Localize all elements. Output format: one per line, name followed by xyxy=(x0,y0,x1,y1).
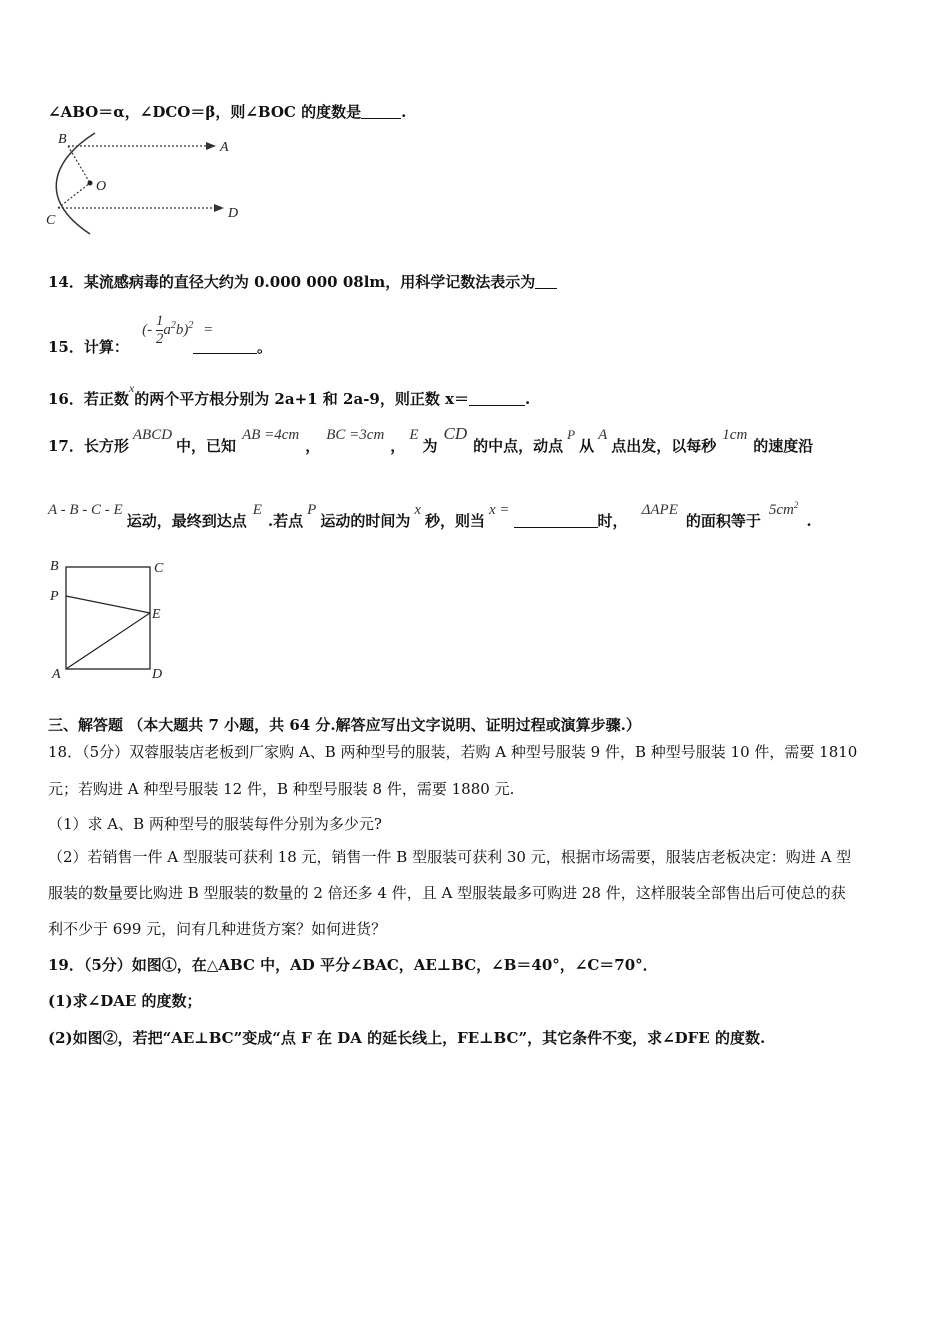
q18-text-4: （2）若销售一件 A 型服装可获利 18 元，销售一件 B 型服装可获利 30 元，根据市场需要，服装店老板决定：购进 A 型 xyxy=(48,848,852,866)
math-triangle-ape: ΔAPE xyxy=(641,502,678,518)
expr-a: a xyxy=(163,321,171,338)
math-p: P xyxy=(567,427,576,442)
expr-b: b) xyxy=(175,321,189,338)
q17-text-g: 从 xyxy=(579,437,595,455)
label-d: D xyxy=(228,206,239,221)
math-abcd: ABCD xyxy=(132,427,173,443)
math-1cm: 1cm xyxy=(722,427,748,443)
q17-text-i: 的速度沿 xyxy=(753,437,814,455)
q18-line1 xyxy=(48,741,857,762)
q19-line1 xyxy=(48,954,658,975)
math-x: x xyxy=(414,502,421,518)
q15-label: 15．计算： xyxy=(48,337,129,356)
q16-mid: 的两个平方根分别为 2a+1 和 2a-9，则正数 x＝ xyxy=(134,390,470,408)
q17-l2-g: . xyxy=(806,512,812,530)
math-e: E xyxy=(409,427,419,443)
q18-text-5: 服装的数量要比购进 B 型服装的数量的 2 倍还多 4 件，且 A 型服装最多可购进 28 件，这样服装全部售出后可使总的获 xyxy=(48,884,846,902)
q13-question xyxy=(48,101,406,122)
q15-end: 。 xyxy=(256,337,272,356)
q18-text-3: （1）求 A、B 两种型号的服装每件分别为多少元? xyxy=(48,815,382,833)
q16-end: . xyxy=(525,390,531,408)
section3-title xyxy=(48,714,641,735)
q14-text: 14．某流感病毒的直径大约为 0.000 000 08lm，用科学记数法表示为 xyxy=(48,273,536,291)
math-ab: AB =4cm xyxy=(242,427,300,443)
q13-end: . xyxy=(401,103,407,121)
expr-paren-open: (- xyxy=(142,321,153,338)
frac-numerator: 1 xyxy=(155,313,164,329)
label-c: C xyxy=(46,213,56,228)
expr-exponent: 2 xyxy=(188,319,194,331)
q17-l2-c: 运动的时间为 xyxy=(320,512,411,530)
q17-text-h: 点出发，以每秒 xyxy=(611,437,717,455)
q17-text-a: 17．长方形 xyxy=(48,437,129,455)
math-path: A - B - C - E xyxy=(48,502,123,518)
math-p2: P xyxy=(307,502,317,518)
q19-text-1: 19．（5分）如图①，在△ABC 中，AD 平分∠BAC，AE⊥BC，∠B＝40°，∠C＝70°． xyxy=(48,956,658,974)
q16-pre: 16．若正数 xyxy=(48,390,129,408)
label-a: A xyxy=(220,140,229,155)
q18-line5 xyxy=(48,882,846,903)
q17-rectangle-figure xyxy=(44,556,174,686)
q18-line3 xyxy=(48,813,382,834)
q13-text: ∠ABO＝α，∠DCO＝β，则∠BOC 的度数是 xyxy=(48,103,362,121)
answer-blank xyxy=(361,104,401,119)
area-exponent: 2 xyxy=(793,500,799,510)
q18-line6 xyxy=(48,918,386,939)
q19-line3 xyxy=(48,1027,765,1048)
segment-co xyxy=(58,183,90,208)
frac-denominator: 2 xyxy=(155,331,164,347)
q19-text-2: (1)求∠DAE 的度数； xyxy=(48,992,202,1010)
expr-equals: = xyxy=(203,321,214,338)
area-value: 5cm xyxy=(768,502,794,518)
math-x-eq: x = xyxy=(489,502,510,518)
segment-pe xyxy=(66,596,150,613)
label-b: B xyxy=(58,132,67,147)
label-p: P xyxy=(50,589,59,604)
answer-blank xyxy=(469,391,525,406)
q16-question xyxy=(48,381,531,409)
math-cd: CD xyxy=(443,424,468,443)
q17-l2-d: 秒，则当 xyxy=(425,512,486,530)
q17-line2 xyxy=(48,500,812,531)
math-a: A xyxy=(598,427,608,443)
segment-ae xyxy=(66,613,150,669)
point-o xyxy=(88,181,93,186)
expr-a-exponent: 2 xyxy=(170,319,176,331)
q19-text-3: (2)如图②，若把“AE⊥BC”变成“点 F 在 DA 的延长线上，FE⊥BC”，其它条件不变，求∠DFE 的度数. xyxy=(48,1029,766,1047)
label-b: B xyxy=(50,559,59,574)
answer-blank xyxy=(535,274,557,289)
q15-question xyxy=(48,305,272,356)
label-c: C xyxy=(154,561,164,576)
label-e: E xyxy=(152,607,161,622)
arrow-a xyxy=(206,142,216,150)
q17-text-d: ， xyxy=(390,437,406,455)
q18-line4 xyxy=(48,846,851,867)
answer-blank xyxy=(514,513,598,528)
q17-text-c: ， xyxy=(305,437,321,455)
section3-text: 三、解答题 （本大题共 7 小题，共 64 分.解答应写出文字说明、证明过程或演算步骤.） xyxy=(48,716,641,734)
q17-text-b: 中，已知 xyxy=(176,437,237,455)
var-x: x xyxy=(128,381,135,395)
q17-line1 xyxy=(48,424,814,456)
q14-question xyxy=(48,271,557,292)
q19-line2 xyxy=(48,990,202,1011)
q17-l2-a: 运动，最终到达点 xyxy=(126,512,247,530)
q18-line2 xyxy=(48,778,514,799)
label-d: D xyxy=(152,667,163,682)
q17-l2-f: 的面积等于 xyxy=(685,512,761,530)
q18-text-6: 利不少于 699 元，问有几种进货方案？如何进货？ xyxy=(48,920,387,938)
label-a: A xyxy=(52,667,61,682)
q13-figure xyxy=(40,128,250,238)
math-bc: BC =3cm xyxy=(326,427,385,443)
rect-abcd xyxy=(66,567,150,669)
q18-text-2: 元；若购进 A 种型号服装 12 件，B 种型号服装 8 件，需要 1880 元. xyxy=(48,780,515,798)
q17-text-e: 为 xyxy=(422,437,438,455)
q18-text-1: 18．（5分）双蓉服装店老板到厂家购 A、B 两种型号的服装，若购 A 种型号服装 9 件，B 种型号服装 10 件，需要 1810 xyxy=(48,743,858,761)
math-area xyxy=(769,502,799,518)
q17-l2-b: .若点 xyxy=(267,512,304,530)
arrow-d xyxy=(214,204,224,212)
answer-blank xyxy=(193,339,257,354)
q17-text-f: 的中点，动点 xyxy=(473,437,564,455)
math-e2: E xyxy=(252,502,262,518)
q17-l2-e: 时， xyxy=(597,512,628,530)
label-o: O xyxy=(96,179,107,194)
segment-bo xyxy=(68,146,90,183)
